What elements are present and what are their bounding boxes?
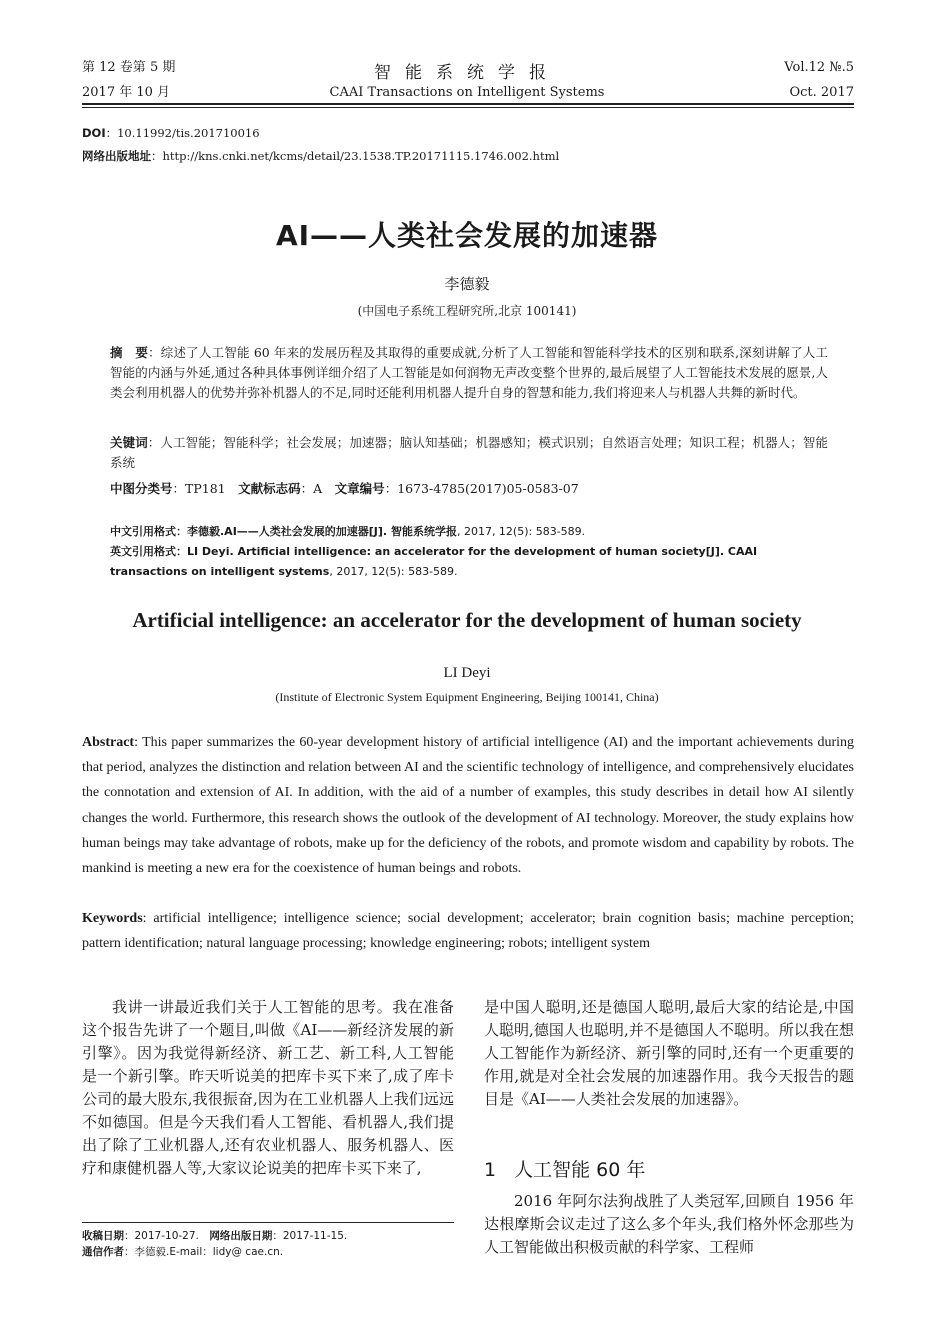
en-abstract [82, 730, 854, 881]
received-label: 收稿日期 [82, 1230, 124, 1242]
citation-cn-bold: ：李德毅.AI——人类社会发展的加速器[J]. 智能系统学报 [176, 525, 457, 538]
footnote-rule [82, 1222, 454, 1223]
header-issue: 第 12 卷第 5 期 [82, 60, 176, 75]
body-paragraph-continued: 是中国人聪明,还是德国人聪明,最后大家的结论是,中国人聪明,德国人也聪明,并不是德国人不聪明。所以我在想人工智能作为新经济、新引擎的同时,还有一个更重要的作用,就是对全社会发展的加速器作用。我今天报告的题目是《AI——人类社会发展的加速器》。 [484, 998, 854, 1108]
en-keywords [82, 906, 854, 956]
header-volume-en: Vol.12 №.5 [784, 60, 854, 75]
body-left-column [82, 996, 454, 1180]
body-paragraph: 我讲一讲最近我们关于人工智能的思考。我在准备这个报告先讲了一个题目,叫做《AI——新经济发展的新引擎》。因为我觉得新经济、新工艺、新工科,人工智能是一个新引擎。昨天听说美的把库卡买下来了,成了库卡公司的最大股东,我很振奋,因为在工业机器人上我们远远不如德国。但是今天我们看人工智能、看机器人,我们提出了除了工业机器人,还有农业机器人、服务机器人、医疗和康健机器人等,大家议论说美的把库卡买下来了, [82, 998, 454, 1177]
en-author: LI Deyi [443, 665, 491, 681]
citation-block [110, 522, 828, 582]
received-value: ：2017-10-27. [124, 1230, 199, 1242]
section-number: 1 [484, 1159, 497, 1181]
header-journal-en: CAAI Transactions on Intelligent Systems [329, 85, 605, 100]
en-abstract-label: Abstract [82, 735, 135, 750]
doc-code-label: 文献标志码 [238, 481, 301, 496]
doc-code-value: ：A [300, 481, 323, 496]
clc-value: ：TP181 [172, 481, 226, 496]
doi-line [82, 126, 260, 141]
section-body [484, 1190, 854, 1259]
cn-title: AI——人类社会发展的加速器 [275, 219, 659, 252]
citation-cn [110, 522, 828, 542]
citation-cn-label: 中文引用格式 [110, 525, 176, 538]
cn-classification [110, 479, 828, 499]
cn-affiliation: (中国电子系统工程研究所,北京 100141) [357, 304, 577, 318]
en-affiliation: (Institute of Electronic System Equipment Engineering, Beijing 100141, China) [275, 690, 659, 704]
cn-abstract-label: 摘 要 [110, 345, 149, 360]
cn-keywords-text: ：人工智能；智能科学；社会发展；加速器；脑认知基础；机器感知；模式识别；自然语言处理；知识工程；机器人；智能系统 [110, 435, 828, 470]
cn-abstract-text: ：综述了人工智能 60 年来的发展历程及其取得的重要成就,分析了人工智能和智能科学技术的区别和联系,深刻讲解了人工智能的内涵与外延,通过各种具体事例详细介绍了人工智能是如何润物无声改变整个世界的,最后展望了人工智能技术发展的愿景,人类会利用机器人的优势并弥补机器人的不足,同时还能利用机器人提升自身的智慧和能力,我们将迎来人与机器人共舞的新时代。 [110, 345, 828, 400]
citation-en [110, 542, 828, 582]
url-line [82, 149, 559, 164]
article-no-label: 文章编号 [334, 481, 385, 496]
footnote-author [82, 1245, 283, 1260]
body-right-column [484, 996, 854, 1111]
header-rule-thin [82, 107, 854, 108]
header-date-cn: 2017 年 10 月 [82, 85, 171, 100]
citation-en-label: 英文引用格式 [110, 545, 176, 558]
cn-keywords [110, 433, 828, 473]
cn-keywords-label: 关键词 [110, 435, 148, 450]
article-no-value: ：1673-4785(2017)05-0583-07 [384, 481, 579, 496]
citation-en-bold: ：LI Deyi. Artificial intelligence: an accelerator for the development of human society[J]. CAAI transactions on intelligent systems [110, 545, 758, 578]
section-title: 人工智能 60 年 [514, 1159, 646, 1181]
url-value[interactable]: ：http://kns.cnki.net/kcms/detail/23.1538.TP.20171115.1746.002.html [151, 149, 560, 163]
header-date-en: Oct. 2017 [789, 85, 854, 100]
en-keywords-label: Keywords [82, 911, 143, 926]
header-rule-thick [82, 103, 854, 105]
doi-label: DOI [82, 126, 106, 140]
online-value: ：2017-11-15. [272, 1230, 348, 1242]
url-label: 网络出版地址 [82, 149, 151, 163]
en-keywords-text: : artificial intelligence; intelligence science; social development; accelerator; brain cognition basis; machine perception; pattern identification; natural language processing; knowledge engineering; robots; intelligent system [82, 911, 854, 952]
cn-abstract [110, 343, 828, 403]
en-abstract-text: : This paper summarizes the 60-year development history of artificial intelligence (AI) and the important achievements during that period, analyzes the distinction and relation between AI and the scientific technology of intelligence, and comprehensively elucidates the connotation and extension of AI. In addition, with the aid of a number of examples, this study describes in detail how AI silently changes the world. Furthermore, this research shows the outlook of the development of AI technology. Moreover, the study explains how human beings may take advantage of robots, make up for the deficiency of the robots, and promote wisdom and capability by robots. The mankind is meeting a new era for the coexistence of human beings and robots. [82, 735, 854, 877]
citation-en-rest: , 2017, 12(5): 583-589. [329, 565, 458, 578]
online-label: 网络出版日期 [209, 1230, 273, 1242]
citation-cn-rest: , 2017, 12(5): 583-589. [456, 525, 586, 538]
en-title: Artificial intelligence: an accelerator for the development of human society [132, 608, 802, 632]
cn-author: 李德毅 [444, 275, 490, 293]
footnote-dates [82, 1229, 347, 1244]
header-journal-cn: 智能系统学报 [374, 63, 560, 83]
corresponding-author-value: ：李德毅.E-mail：lidy@ cae.cn. [124, 1246, 284, 1258]
section-heading [484, 1155, 645, 1182]
section-paragraph: 2016 年阿尔法狗战胜了人类冠军,回顾自 1956 年达根摩斯会议走过了这么多个年头,我们格外怀念那些为人工智能做出积极贡献的科学家、工程师 [484, 1192, 854, 1256]
clc-label: 中图分类号 [110, 481, 173, 496]
doi-value[interactable]: ：10.11992/tis.201710016 [105, 126, 260, 140]
corresponding-author-label: 通信作者 [82, 1246, 124, 1258]
